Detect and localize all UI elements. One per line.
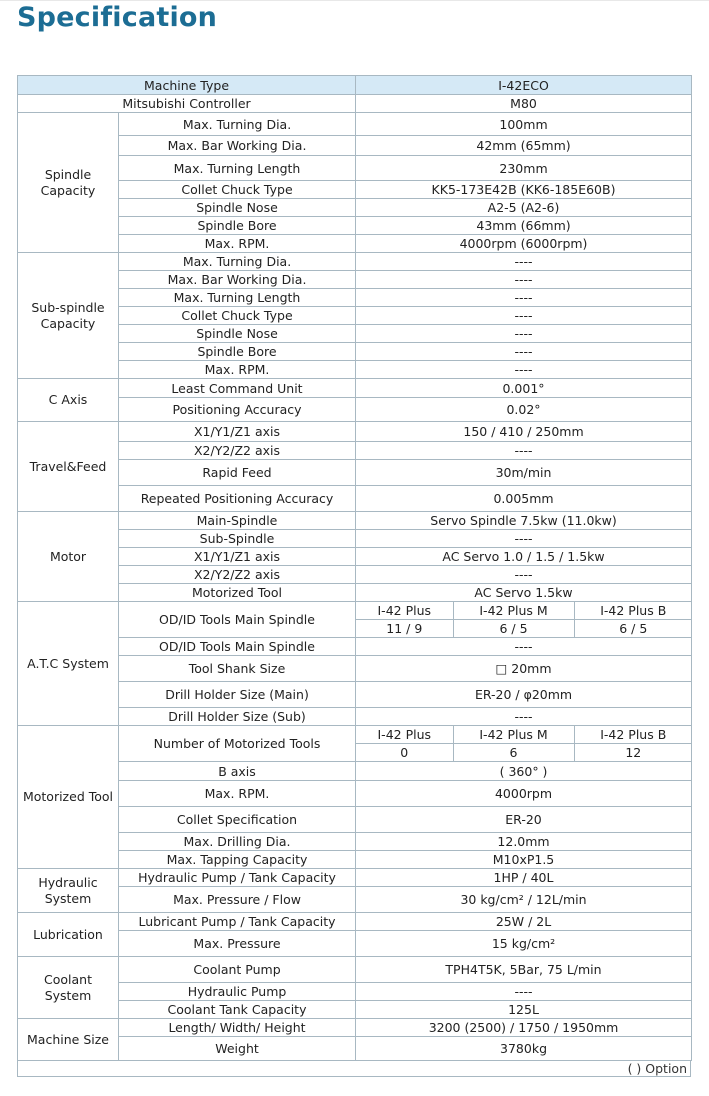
group-atc-system: A.T.C System	[18, 602, 119, 726]
group-coolant-system: Coolant System	[18, 957, 119, 1019]
table-row	[18, 398, 692, 422]
row-value: 4000rpm	[356, 781, 692, 807]
row-label: OD/ID Tools Main Spindle	[119, 602, 356, 638]
spec-table	[17, 75, 692, 1061]
table-row	[18, 957, 692, 983]
row-value: ----	[356, 307, 692, 325]
variant-value: 12	[574, 744, 692, 762]
table-row	[18, 156, 692, 181]
table-row	[18, 512, 692, 530]
row-label: Spindle Bore	[119, 217, 356, 235]
row-label: Positioning Accuracy	[119, 398, 356, 422]
group-hydraulic-system: Hydraulic System	[18, 869, 119, 913]
row-value: Servo Spindle 7.5kw (11.0kw)	[356, 512, 692, 530]
row-value: ----	[356, 343, 692, 361]
row-label: X1/Y1/Z1 axis	[119, 548, 356, 566]
row-value: ----	[356, 325, 692, 343]
row-label: OD/ID Tools Main Spindle	[119, 638, 356, 656]
row-value: 30m/min	[356, 460, 692, 486]
row-label: Max. Bar Working Dia.	[119, 136, 356, 156]
row-value: 42mm (65mm)	[356, 136, 692, 156]
row-label: Motorized Tool	[119, 584, 356, 602]
row-label: Spindle Bore	[119, 343, 356, 361]
variant-header: I-42 Plus	[356, 602, 453, 620]
group-machine-size: Machine Size	[18, 1019, 119, 1061]
variant-header: I-42 Plus M	[453, 726, 574, 744]
table-row	[18, 781, 692, 807]
row-label: Main-Spindle	[119, 512, 356, 530]
table-row	[18, 307, 692, 325]
row-value: AC Servo 1.0 / 1.5 / 1.5kw	[356, 548, 692, 566]
row-label: Mitsubishi Controller	[18, 95, 356, 113]
row-value: ----	[356, 361, 692, 379]
row-label: Tool Shank Size	[119, 656, 356, 682]
table-row	[18, 1001, 692, 1019]
table-row	[18, 460, 692, 486]
table-header-row	[18, 76, 692, 95]
row-value: 0.005mm	[356, 486, 692, 512]
row-value: TPH4T5K, 5Bar, 75 L/min	[356, 957, 692, 983]
row-label: Collet Chuck Type	[119, 307, 356, 325]
row-label: Sub-Spindle	[119, 530, 356, 548]
table-row	[18, 656, 692, 682]
table-row	[18, 361, 692, 379]
row-label: Max. Turning Dia.	[119, 253, 356, 271]
row-label: Max. RPM.	[119, 235, 356, 253]
row-value: ----	[356, 708, 692, 726]
row-label: Lubricant Pump / Tank Capacity	[119, 913, 356, 931]
table-row	[18, 1037, 692, 1061]
table-row	[18, 199, 692, 217]
table-row	[18, 638, 692, 656]
row-label: Max. Turning Length	[119, 289, 356, 307]
row-value: AC Servo 1.5kw	[356, 584, 692, 602]
table-row	[18, 708, 692, 726]
row-value: 15 kg/cm²	[356, 931, 692, 957]
row-label: Max. Drilling Dia.	[119, 833, 356, 851]
group-c-axis: C Axis	[18, 379, 119, 422]
row-value: 3200 (2500) / 1750 / 1950mm	[356, 1019, 692, 1037]
row-label: Drill Holder Size (Main)	[119, 682, 356, 708]
variant-value: 6	[453, 744, 574, 762]
group-spindle: Spindle Capacity	[18, 113, 119, 253]
row-value: 100mm	[356, 113, 692, 136]
header-value: I-42ECO	[356, 76, 692, 95]
table-row	[18, 181, 692, 199]
table-row	[18, 379, 692, 398]
table-row	[18, 807, 692, 833]
row-value: M10xP1.5	[356, 851, 692, 869]
row-label: Hydraulic Pump / Tank Capacity	[119, 869, 356, 887]
row-value: 230mm	[356, 156, 692, 181]
table-row	[18, 1019, 692, 1037]
table-row	[18, 833, 692, 851]
table-row	[18, 762, 692, 781]
page-title: Specification	[17, 2, 218, 33]
row-value: ( 360° )	[356, 762, 692, 781]
variant-value: 11 / 9	[386, 621, 423, 636]
variant-header: I-42 Plus M	[453, 602, 574, 620]
row-value: 4000rpm (6000rpm)	[356, 235, 692, 253]
table-row	[18, 682, 692, 708]
row-label: Repeated Positioning Accuracy	[119, 486, 356, 512]
row-value: 125L	[356, 1001, 692, 1019]
table-row	[18, 113, 692, 136]
variant-header: I-42 Plus	[356, 726, 453, 744]
group-lubrication: Lubrication	[18, 913, 119, 957]
table-row	[18, 289, 692, 307]
row-label: Max. RPM.	[119, 361, 356, 379]
row-value: ----	[356, 289, 692, 307]
table-row	[18, 271, 692, 289]
row-label: Max. Turning Length	[119, 156, 356, 181]
group-motorized-tool: Motorized Tool	[18, 726, 119, 869]
row-label: Weight	[119, 1037, 356, 1061]
row-label: Max. Pressure	[119, 931, 356, 957]
row-value: 43mm (66mm)	[356, 217, 692, 235]
row-label: Collet Specification	[119, 807, 356, 833]
variant-table	[356, 726, 692, 761]
row-label: Max. Pressure / Flow	[119, 887, 356, 913]
variant-cell	[356, 726, 692, 762]
row-label: Number of Motorized Tools	[119, 726, 356, 762]
table-row	[18, 325, 692, 343]
row-label: Max. Tapping Capacity	[119, 851, 356, 869]
row-value: ----	[356, 983, 692, 1001]
table-row	[18, 887, 692, 913]
table-row	[18, 931, 692, 957]
header-label: Machine Type	[18, 76, 356, 95]
row-label: Hydraulic Pump	[119, 983, 356, 1001]
table-row	[18, 486, 692, 512]
variant-header: I-42 Plus B	[574, 726, 692, 744]
row-value: 150 / 410 / 250mm	[356, 422, 692, 442]
row-value: ----	[356, 566, 692, 584]
row-value: □ 20mm	[356, 656, 692, 682]
table-row	[18, 235, 692, 253]
variant-value: 6 / 5	[453, 620, 574, 638]
row-label: Coolant Pump	[119, 957, 356, 983]
row-value: 12.0mm	[356, 833, 692, 851]
table-row	[18, 217, 692, 235]
variant-cell	[356, 602, 692, 638]
group-motor: Motor	[18, 512, 119, 602]
row-label: Least Command Unit	[119, 379, 356, 398]
row-value: 1HP / 40L	[356, 869, 692, 887]
row-label: Rapid Feed	[119, 460, 356, 486]
row-value: 0.02°	[356, 398, 692, 422]
row-label: Max. Turning Dia.	[119, 113, 356, 136]
table-row	[18, 602, 692, 638]
row-value: A2-5 (A2-6)	[356, 199, 692, 217]
row-label: Coolant Tank Capacity	[119, 1001, 356, 1019]
row-value: 25W / 2L	[356, 913, 692, 931]
row-value: ER-20 / φ20mm	[356, 682, 692, 708]
row-value: ----	[356, 530, 692, 548]
variant-header: I-42 Plus B	[574, 602, 692, 620]
table-row	[18, 566, 692, 584]
row-value: ----	[356, 253, 692, 271]
table-row	[18, 442, 692, 460]
table-row	[18, 548, 692, 566]
table-row	[18, 851, 692, 869]
table-row	[18, 136, 692, 156]
table-row	[18, 422, 692, 442]
table-row	[18, 95, 692, 113]
variant-table	[356, 602, 692, 637]
row-value: ----	[356, 442, 692, 460]
row-label: Max. RPM.	[119, 781, 356, 807]
table-row	[18, 726, 692, 762]
table-row	[18, 530, 692, 548]
group-subspindle: Sub-spindle Capacity	[18, 253, 119, 379]
top-rule	[0, 0, 709, 1]
group-travel-feed: Travel&Feed	[18, 422, 119, 512]
row-label: Spindle Nose	[119, 199, 356, 217]
row-value: 30 kg/cm² / 12L/min	[356, 887, 692, 913]
row-label: Drill Holder Size (Sub)	[119, 708, 356, 726]
table-row	[18, 343, 692, 361]
row-value: ----	[356, 271, 692, 289]
row-label: Length/ Width/ Height	[119, 1019, 356, 1037]
row-label: X1/Y1/Z1 axis	[119, 422, 356, 442]
row-label: Max. Bar Working Dia.	[119, 271, 356, 289]
variant-value: 6 / 5	[574, 620, 692, 638]
row-label: Collet Chuck Type	[119, 181, 356, 199]
row-value: M80	[356, 95, 692, 113]
footnote-row	[17, 1060, 691, 1077]
row-value: ER-20	[356, 807, 692, 833]
table-row	[18, 253, 692, 271]
row-label: Spindle Nose	[119, 325, 356, 343]
row-label: X2/Y2/Z2 axis	[119, 566, 356, 584]
row-value: KK5-173E42B (KK6-185E60B)	[356, 181, 692, 199]
table-row	[18, 584, 692, 602]
variant-value: 0	[400, 745, 409, 760]
row-value: 3780kg	[356, 1037, 692, 1061]
row-value: ----	[356, 638, 692, 656]
table-row	[18, 983, 692, 1001]
table-row	[18, 869, 692, 887]
row-value: 0.001°	[356, 379, 692, 398]
row-label: X2/Y2/Z2 axis	[119, 442, 356, 460]
row-label: B axis	[119, 762, 356, 781]
option-note: ( ) Option	[627, 1061, 687, 1076]
table-row	[18, 913, 692, 931]
